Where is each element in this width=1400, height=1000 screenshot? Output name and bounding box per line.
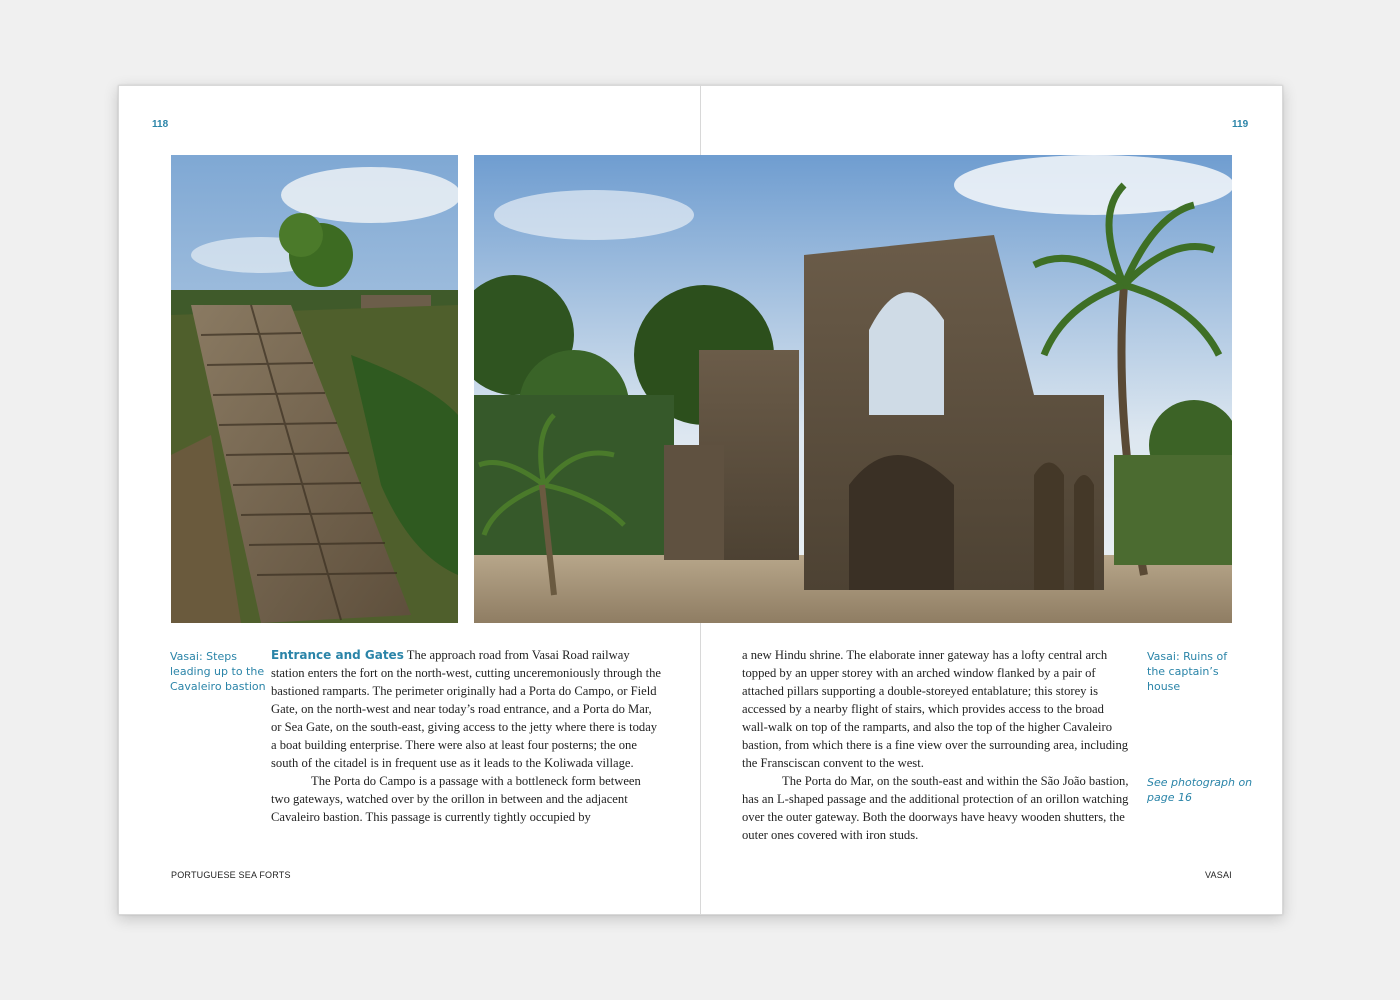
caption-left-line-1: Vasai: Steps — [170, 650, 237, 663]
see-photograph-line-2: page 16 — [1147, 791, 1192, 804]
section-heading: Entrance and Gates — [271, 648, 404, 662]
right-body-text — [742, 646, 1130, 844]
left-body-text — [271, 646, 661, 826]
page-number-left: 118 — [152, 119, 169, 130]
caption-right — [1147, 649, 1227, 694]
photo-steps-cavaleiro-bastion — [171, 155, 458, 623]
left-paragraph-1-text: The approach road from Vasai Road railway station enters the fort on the north-west, cutting unceremoniously through the bastioned ramparts. The perimeter originally had a Porta do Campo, or Field Gate, on the north-west and near today’s road entrance, and a Porta do Mar, or Sea Gate, on the south-east, giving access to the jetty where there is today a boat building enterprise. There were also at least four posterns; the one south of the citadel is in frequent use as it leads to the Koliwada village. — [271, 648, 661, 770]
see-photograph-note — [1147, 775, 1252, 805]
caption-right-line-2: the captain’s — [1147, 665, 1219, 678]
caption-left-line-3: Cavaleiro bastion — [170, 680, 266, 693]
photo-ruins-captains-house — [474, 155, 1232, 623]
caption-right-line-1: Vasai: Ruins of — [1147, 650, 1228, 663]
caption-right-line-3: house — [1147, 680, 1181, 693]
see-photograph-line-1: See photograph on — [1147, 776, 1253, 789]
left-paragraph-2: The Porta do Campo is a passage with a bottleneck form between two gateways, watched over by the orillon in between and the adjacent Cavaleiro bastion. This passage is currently tightly occupied by — [271, 774, 641, 824]
caption-left-line-2: leading up to the — [170, 665, 265, 678]
running-footer-left: PORTUGUESE SEA FORTS — [171, 870, 291, 880]
left-paragraph-1 — [271, 646, 661, 772]
caption-left — [170, 649, 266, 694]
page-number-right: 119 — [1232, 119, 1249, 130]
right-paragraph-2: The Porta do Mar, on the south-east and within the São João bastion, has an L-shaped passage and the additional protection of an orillon watching over the outer gateway. Both the doorways have heavy wooden shutters, the outer ones covered with iron studs. — [742, 774, 1129, 842]
right-paragraph-1: a new Hindu shrine. The elaborate inner gateway has a lofty central arch topped by an upper storey with an arched window flanked by a pair of attached pillars supporting a double-storeyed entablature; this storey is accessed by a nearby flight of stairs, which provides access to the broad wall-walk on top of the ramparts, and also the top of the higher Cavaleiro bastion, from which there is a fine view over the surrounding area, including the Fransciscan convent to the west. — [742, 648, 1129, 770]
running-footer-right: VASAI — [1205, 870, 1232, 880]
